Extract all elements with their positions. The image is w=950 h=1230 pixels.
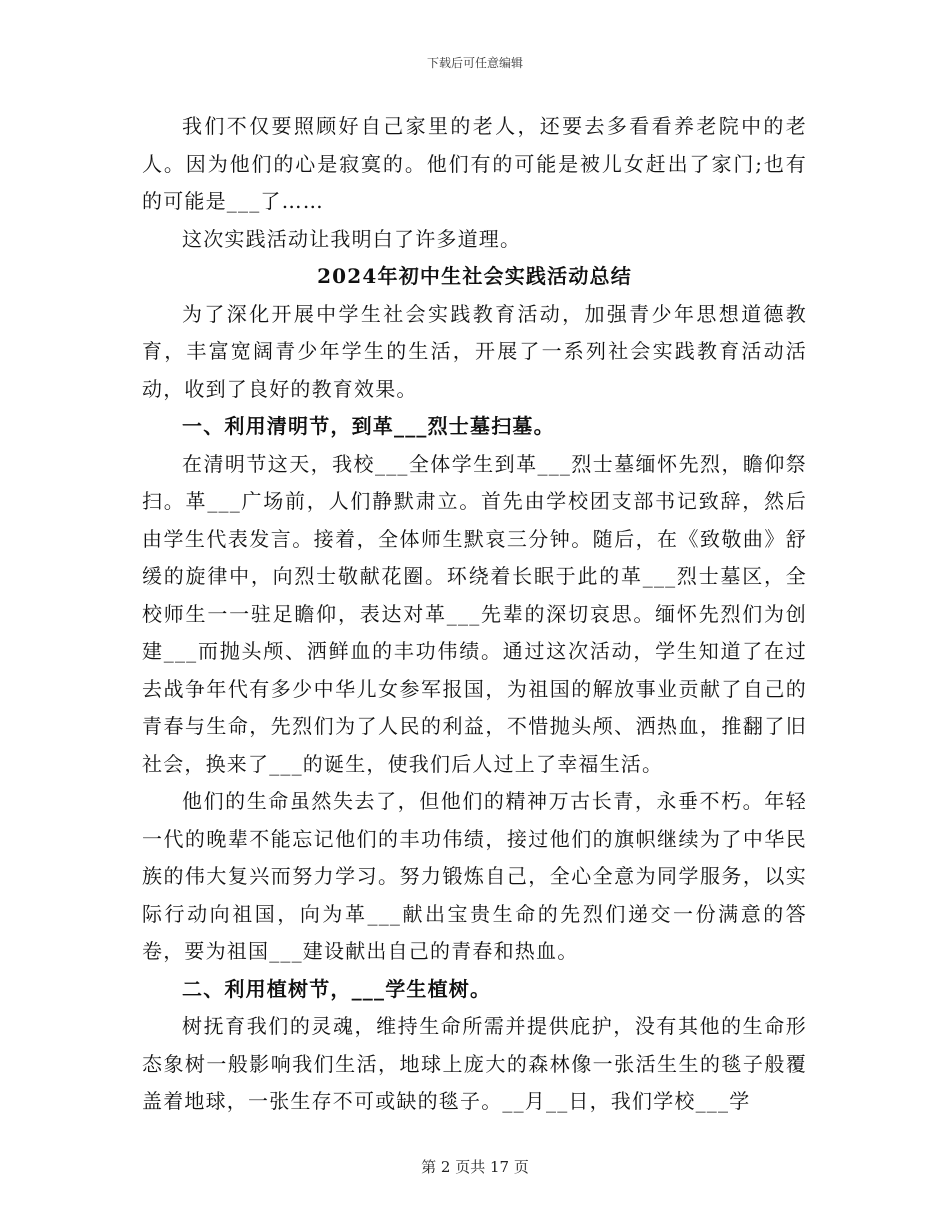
page-number: 第 2 页共 17 页 bbox=[421, 1158, 529, 1176]
section-heading-arbor-day: 二、利用植树节，___学生植树。 bbox=[182, 976, 492, 1001]
paragraph-trees: 树抚育我们的灵魂，维持生命所需并提供庇护，没有其他的生命形态象树一般影响我们生活，地球上庞大的森林像一张活生生的毯子般覆盖着地球，一张生存不可或缺的毯子。__月__日，我们学校___学 bbox=[142, 1014, 807, 1113]
paragraph-elderly: 我们不仅要照顾好自己家里的老人，还要去多看看养老院中的老人。因为他们的心是寂寞的。他们有的可能是被儿女赶出了家门;也有的可能是___了…… bbox=[142, 114, 807, 213]
section-heading-qingming: 一、利用清明节，到革___烈士墓扫墓。 bbox=[182, 414, 555, 438]
paragraph-lesson: 这次实践活动让我明白了许多道理。 bbox=[182, 226, 522, 251]
page-header: 下载后可任意编辑 bbox=[426, 56, 523, 70]
paragraph-spirit: 他们的生命虽然失去了，但他们的精神万古长青，永垂不朽。年轻一代的晚辈不能忘记他们的丰功伟绩，接过他们的旗帜继续为了中华民族的伟大复兴而努力学习。努力锻炼自己，全心全意为同学服务，以实际行动向祖国，向为革___献出宝贵生命的先烈们递交一份满意的答卷，要为祖国___建设献出自己的青春和热血。 bbox=[142, 789, 807, 963]
document-body bbox=[142, 108, 807, 1121]
paragraph-qingming: 在清明节这天，我校___全体学生到革___烈士墓缅怀先烈，瞻仰祭扫。革___广场前，人们静默肃立。首先由学校团支部书记致辞，然后由学生代表发言。接着，全体师生默哀三分钟。随后，在《致敬曲》舒缓的旋律中，向烈士敬献花圈。环绕着长眠于此的革___烈士墓区，全校师生一一驻足瞻仰，表达对革___先辈的深切哀思。缅怀先烈们为创建___而抛头颅、洒鲜血的丰功伟绩。通过这次活动，学生知道了在过去战争年代有多少中华儿女参军报国，为祖国的解放事业贡献了自己的青春与生命，先烈们为了人民的利益，不惜抛头颅、洒热血，推翻了旧社会，换来了___的诞生，使我们后人过上了幸福生活。 bbox=[142, 451, 807, 776]
document-title: 2024年初中生社会实践活动总结 bbox=[317, 264, 632, 288]
paragraph-intro: 为了深化开展中学生社会实践教育活动，加强青少年思想道德教育，丰富宽阔青少年学生的生活，开展了一系列社会实践教育活动活动，收到了良好的教育效果。 bbox=[142, 301, 807, 401]
